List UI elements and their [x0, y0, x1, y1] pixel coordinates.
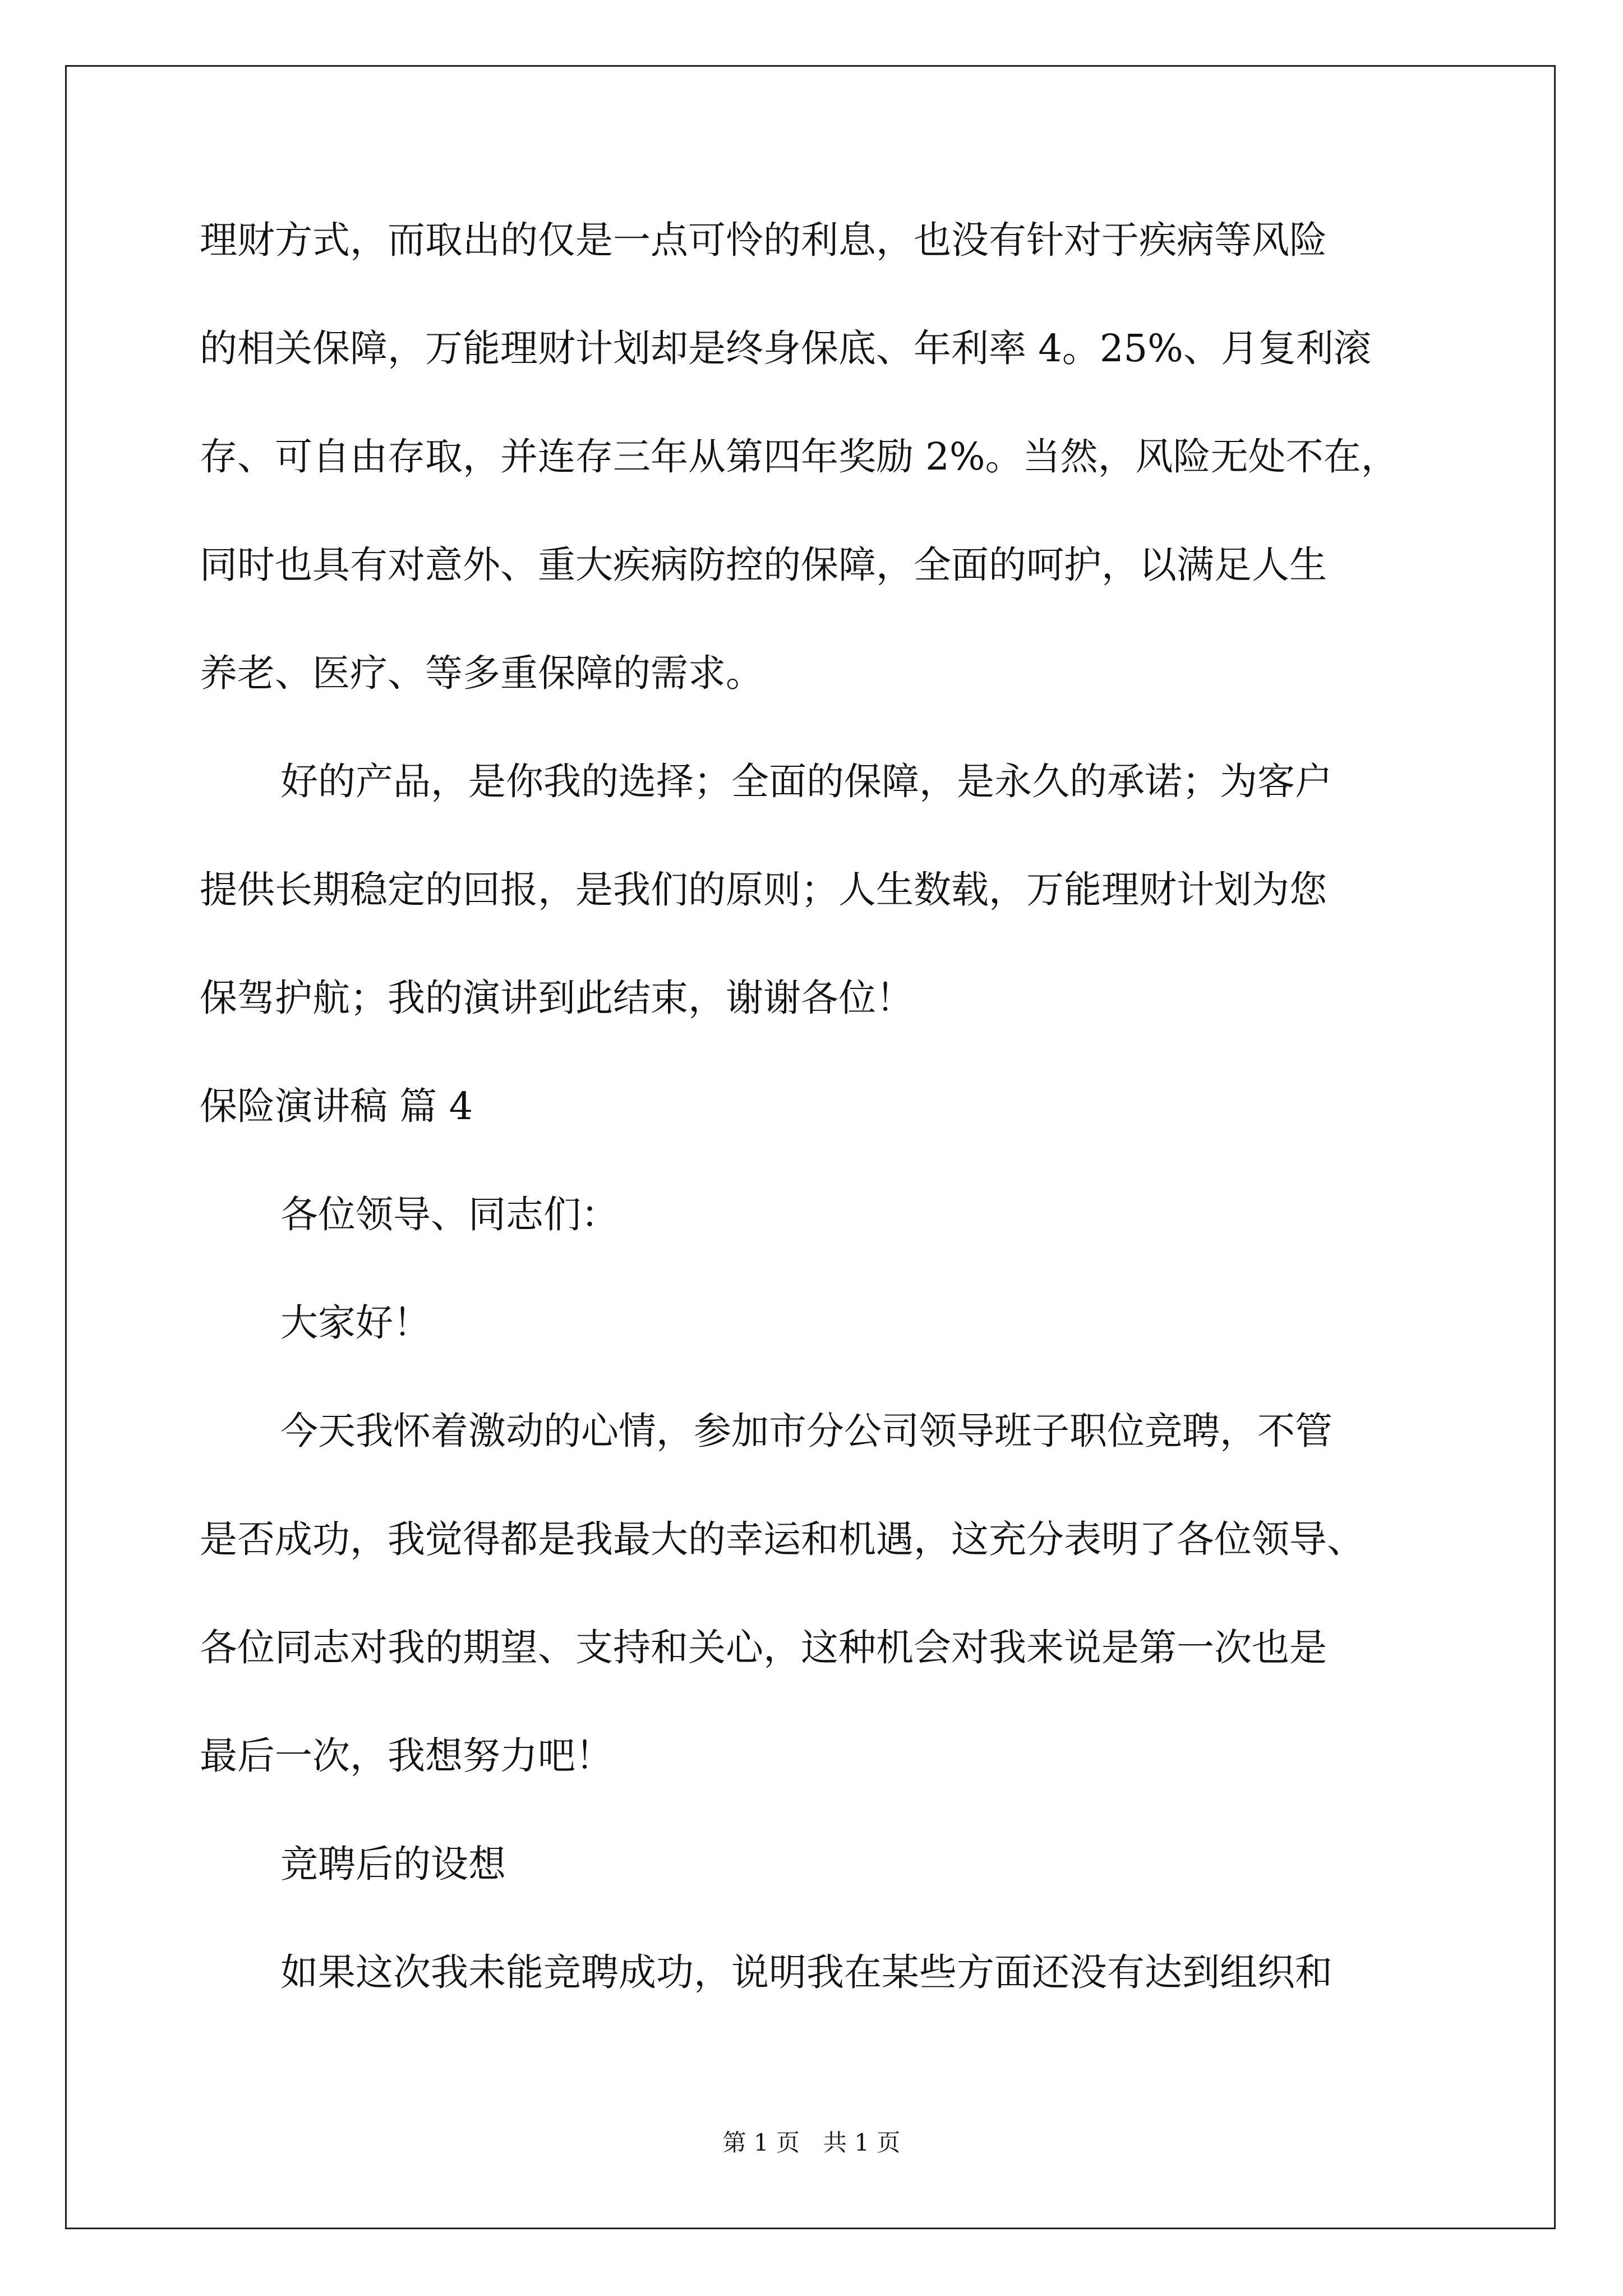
paragraph-line: 如果这次我未能竞聘成功，说明我在某些方面还没有达到组织和 — [280, 1950, 1332, 1994]
greeting-line: 大家好！ — [280, 1301, 431, 1345]
paragraph-line: 保驾护航；我的演讲到此结束，谢谢各位！ — [200, 976, 914, 1020]
section-heading: 保险演讲稿 篇 4 — [200, 1084, 473, 1128]
salutation-line: 各位领导、同志们： — [280, 1193, 619, 1236]
paragraph-line: 存、可自由存取，并连存三年从第四年奖励 2%。当然，风险无处不在， — [200, 435, 1399, 478]
paragraph-line: 各位同志对我的期望、支持和关心，这种机会对我来说是第一次也是 — [200, 1626, 1327, 1669]
paragraph-line: 同时也具有对意外、重大疾病防控的保障，全面的呵护，以满足人生 — [200, 543, 1327, 587]
paragraph-line: 今天我怀着激动的心情，参加市分公司领导班子职位竞聘，不管 — [280, 1409, 1332, 1453]
page-border — [65, 65, 1556, 2229]
paragraph-line: 理财方式，而取出的仅是一点可怜的利息，也没有针对于疾病等风险 — [200, 218, 1327, 262]
paragraph-line: 养老、医疗、等多重保障的需求。 — [200, 651, 763, 695]
paragraph-line: 提供长期稳定的回报，是我们的原则；人生数载，万能理财计划为您 — [200, 868, 1327, 912]
paragraph-line: 的相关保障，万能理财计划却是终身保底、年利率 4。25%、月复利滚 — [200, 326, 1371, 370]
page-footer: 第 1 页 共 1 页 — [722, 2129, 901, 2156]
subheading-line: 竞聘后的设想 — [280, 1842, 506, 1886]
paragraph-line: 是否成功，我觉得都是我最大的幸运和机遇，这充分表明了各位领导、 — [200, 1517, 1364, 1561]
paragraph-line: 好的产品，是你我的选择；全面的保障，是永久的承诺；为客户 — [280, 760, 1332, 803]
paragraph-line: 最后一次，我想努力吧！ — [200, 1734, 613, 1778]
